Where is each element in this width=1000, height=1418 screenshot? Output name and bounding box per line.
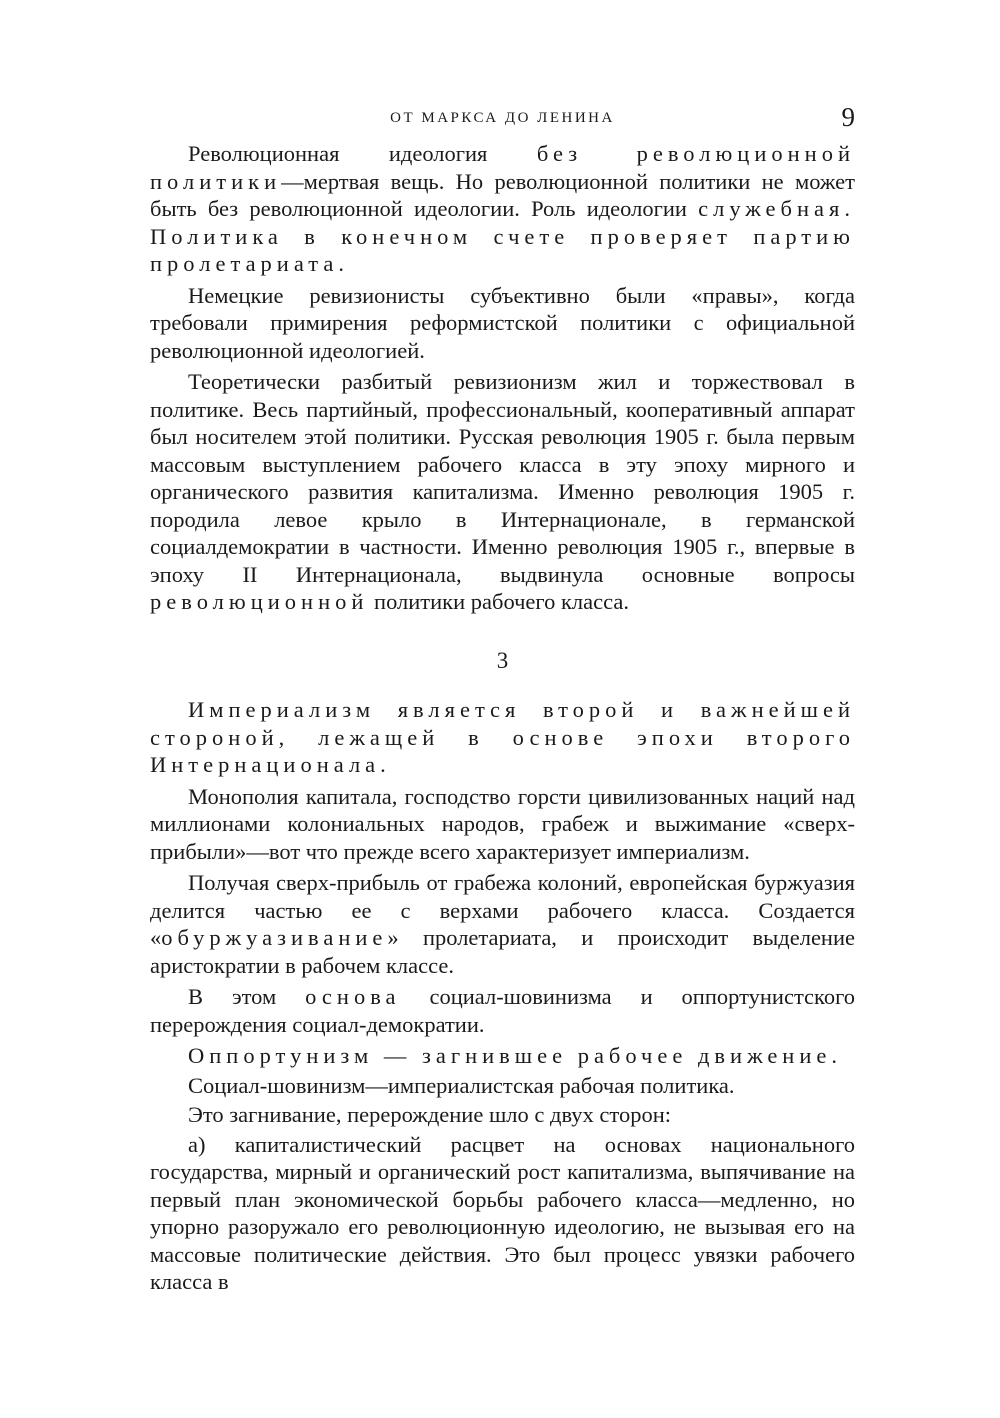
text-run: Получая сверх-прибыль от грабежа колоний, европейская буржуазия делится частью ее с верхами рабочего класса. Создается «: [150, 870, 855, 950]
paragraph-basis: [150, 983, 855, 1038]
spaced-emphasis: служебная. Политика в конечном счете проверяет партию пролетариата.: [150, 196, 855, 276]
spaced-emphasis: обуржуазивание: [161, 925, 388, 950]
paragraph-two-sides: Это загнивание, перерождение шло с двух сторон:: [188, 1102, 671, 1127]
paragraph-ideology: [150, 140, 855, 278]
paragraph-point-a: а) капиталистический расцвет на основах национального государства, мирный и органический рост капитализма, выпячивание на первый план экономической борьбы рабочего класса—медленно, но упорно разоружало его революционную идеологию, не вызывая его на массовые политические действия. Это был процесс увязки рабочего класса в: [150, 1131, 855, 1294]
spaced-emphasis: революционной: [150, 589, 369, 614]
book-page: [150, 100, 855, 1300]
running-title: ОТ МАРКСА ДО ЛЕНИНА: [390, 110, 615, 126]
spaced-emphasis: основа: [305, 984, 401, 1009]
text-run: Теоретически разбитый ревизионизм жил и торжествовал в политике. Весь партийный, профессиональный, кооперативный аппарат был носителем этой политики. Русская революция 1905 г. была первым массовым выступлением рабочего класса в эту эпоху мирного и органического развития капитализма. Именно революция 1905 г. породила левое крыло в Интернационале, в германской социалдемократии в частности. Именно революция 1905 г., впервые в эпоху II Интернационала, выдвинула основные вопросы: [150, 369, 855, 587]
spaced-emphasis: без революционной политики: [150, 141, 855, 194]
paragraph-monopoly: Монополия капитала, господство горсти цивилизованных наций над миллионами колониальных народов, грабеж и выжимание «сверх-прибыли»—вот что прежде всего характеризует империализм.: [150, 783, 855, 864]
section-number: 3: [496, 647, 509, 673]
text-run: политики рабочего класса.: [368, 589, 629, 614]
paragraph-revisionists: Немецкие ревизионисты субъективно были «правы», когда требовали примирения реформистской политики с официальной революционной идеологией.: [150, 282, 855, 363]
running-head: [150, 100, 855, 140]
text-run: —мертвая вещь. Но революционной политики не может быть без революционной идеологии. Роль идеологии: [150, 168, 855, 221]
paragraph-opportunism: Оппортунизм — загнившее рабочее движение.: [188, 1043, 843, 1068]
page-number: 9: [841, 102, 855, 132]
paragraph-imperialism: Империализм является второй и важнейшей стороной, лежащей в основе эпохи второго Интернационала.: [150, 697, 855, 777]
page-body: [150, 140, 855, 1296]
text-run: » пролетариата, и происходит выделение аристократии в рабочем классе.: [150, 925, 855, 978]
text-run: В этом: [188, 984, 306, 1009]
paragraph-revolution-1905: [150, 368, 855, 616]
paragraph-superprofit: [150, 869, 855, 979]
text-run: социал-шовинизма и оппортунистского перерождения социал-демократии.: [150, 984, 855, 1037]
text-run: Революционная идеология: [188, 141, 537, 166]
paragraph-social-chauvinism: Социал-шовинизм—империалистская рабочая политика.: [188, 1072, 735, 1098]
